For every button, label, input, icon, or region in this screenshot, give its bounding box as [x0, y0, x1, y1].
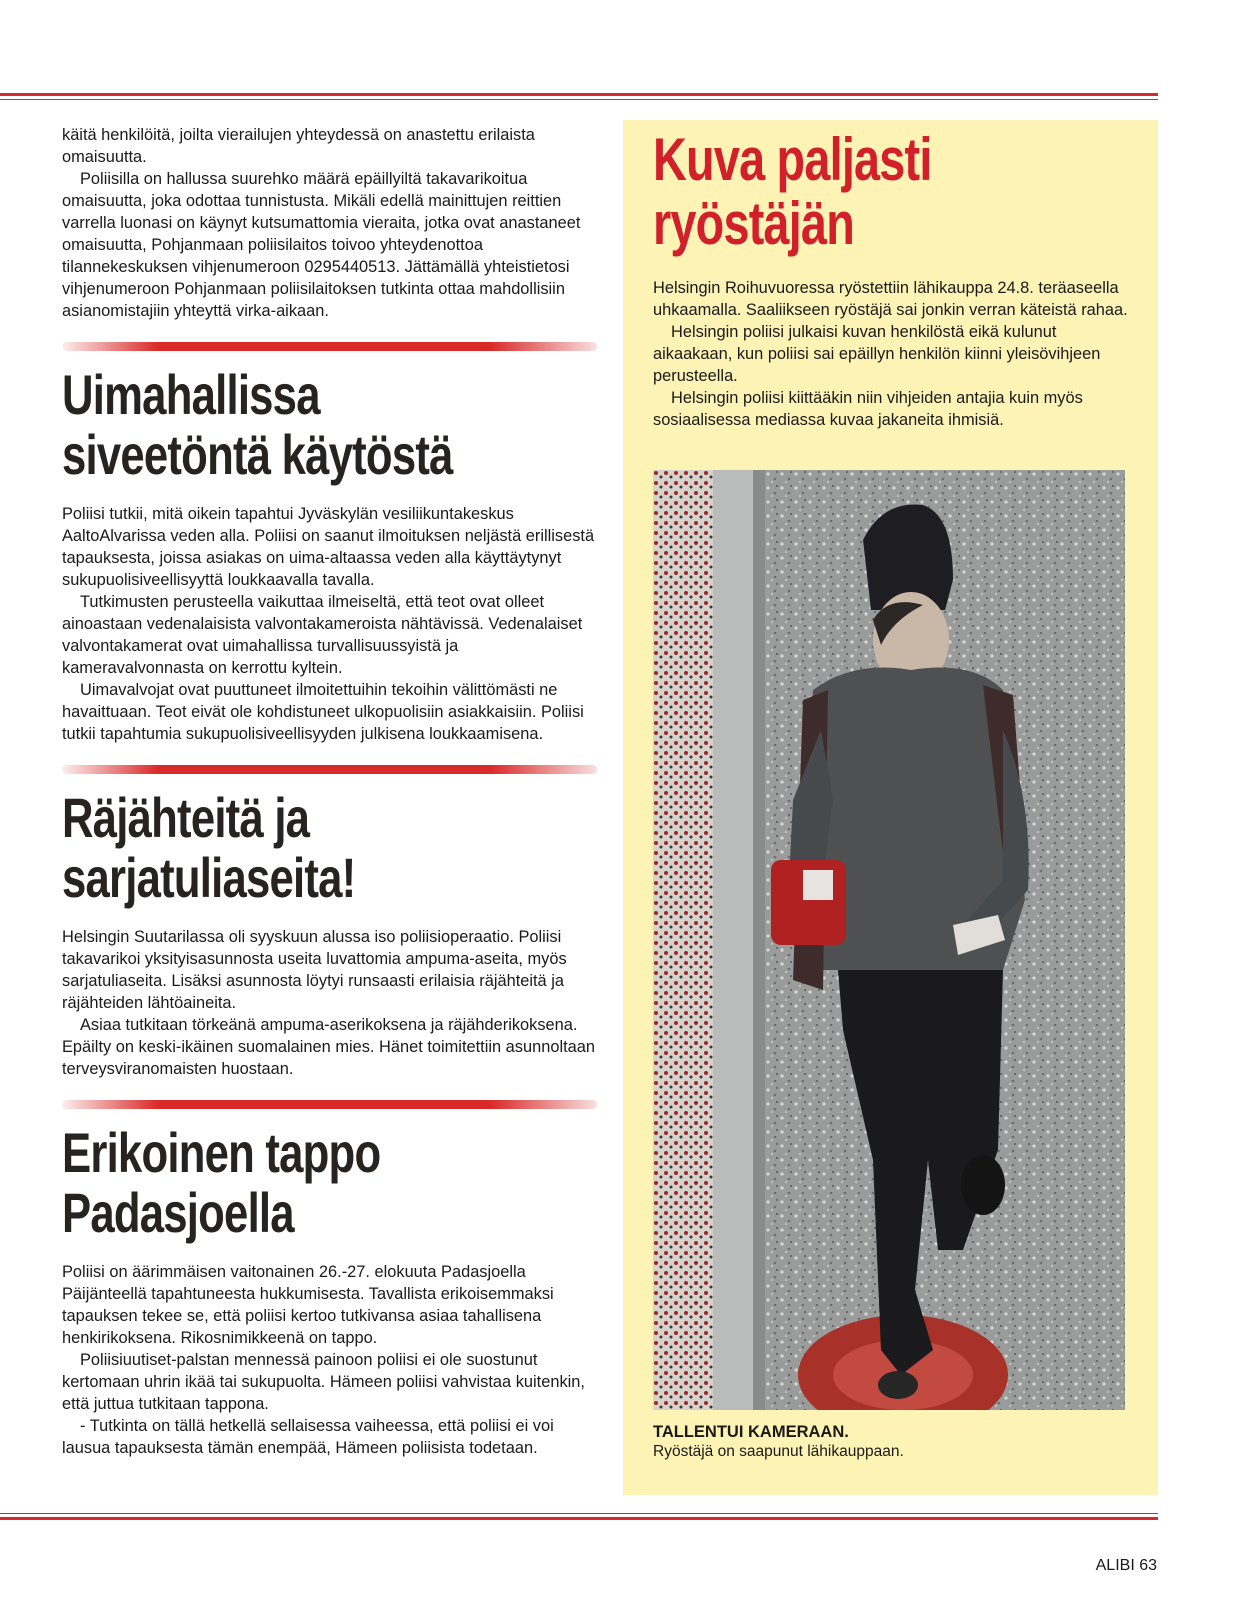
bottom-rule: [0, 1513, 1158, 1522]
article-body: [62, 1261, 597, 1459]
intro-paragraph: Poliisilla on hallussa suurehko määrä epäillyiltä takavarikoitua omaisuutta, joka odottaa tunnistusta. Mikäli edellä mainittujen reittien varrella luonasi on käynyt kutsumattomia vieraita, jotka ovat anastaneet omaisuutta, Pohjanmaan poliisilaitos toivoo yhteydenottoa tilannekeskuksen vihjenumeroon 0295440513. Jättämällä yhteistietosi vihjenumeroon Pohjanmaan poliisilaitoksen tutkinta ottaa mahdollisiin asianomistajiin yhteyttä virka-aikaan.: [62, 170, 581, 320]
article-headline: [62, 1123, 479, 1243]
photo-caption: [653, 1422, 1133, 1462]
article-divider: [62, 1100, 597, 1109]
article-paragraph: Tutkimusten perusteella vaikuttaa ilmeiseltä, että teot ovat olleet ainoastaan vedenalaisista valvontakameroista nähtävissä. Vedenalaiset valvontakamerat ovat uimahallissa turvallisuussyistä ja kameravalvonnasta on kerrottu kyltein.: [62, 593, 583, 677]
article-paragraph: Poliisiuutiset-palstan mennessä painoon poliisi ei ole suostunut kertomaan uhrin ikää tai sukupuolta. Hämeen poliisi vahvistaa kuitenkin, että juttua tutkitaan tappona.: [62, 1351, 585, 1413]
article-body: [62, 926, 597, 1080]
caption-text: Ryöstäjä on saapunut lähikauppaan.: [653, 1443, 904, 1460]
headline-line: siveetöntä käytöstä: [62, 423, 453, 486]
intro-text: [62, 124, 597, 322]
article-tappo: [62, 1123, 597, 1459]
headline-line: Kuva paljasti: [653, 126, 932, 193]
article-paragraph: Asiaa tutkitaan törkeänä ampuma-aserikoksena ja räjähderikoksena. Epäilty on keski-ikäinen suomalainen mies. Hänet toimitettiin asunnoltaan terveysviranomaisten huostaan.: [62, 1016, 595, 1078]
headline-line: Padasjoella: [62, 1181, 294, 1244]
article-uimahalli: [62, 365, 597, 745]
headline-line: Erikoinen tappo: [62, 1121, 381, 1184]
article-paragraph: Helsingin Suutarilassa oli syyskuun alussa iso poliisioperaatio. Poliisi takavarikoi yksityisasunnosta useita luvattomia ampuma-aseita, myös sarjatuliaseita. Lisäksi asunnosta löytyi runsaasti erilaisia räjähteitä ja räjähteiden lähtöaineita.: [62, 928, 567, 1012]
headline-line: Räjähteitä ja: [62, 786, 310, 849]
headline-line: sarjatuliaseita!: [62, 846, 356, 909]
sidebar-paragraph: Helsingin Roihuvuoressa ryöstettiin lähikauppa 24.8. teräaseella uhkaamalla. Saaliikseen ryöstäjä sai jonkin verran käteistä rahaa.: [653, 279, 1128, 319]
article-headline: [62, 788, 479, 908]
sidebar-paragraph: Helsingin poliisi kiittääkin niin vihjeiden antajia kuin myös sosiaalisessa mediassa kuvaa jakaneita ihmisiä.: [653, 389, 1083, 429]
article-paragraph: Uimavalvojat ovat puuttuneet ilmoitettuihin tekoihin välittömästi ne havaittuaan. Teot eivät ole kohdistuneet ulkopuolisiin asiakkaisiin. Poliisi tutkii tapahtumia sukupuolisiveellisyyden julkisena loukkaamisena.: [62, 681, 584, 743]
sidebar-body: [653, 277, 1133, 431]
article-rajahteita: [62, 788, 597, 1080]
article-paragraph: Poliisi tutkii, mitä oikein tapahtui Jyväskylän vesiliikuntakeskus AaltoAlvarissa veden alla. Poliisi on saanut ilmoituksen neljästä erillisestä tapauksesta, joissa asiakas on uima-altaassa veden alla käyttäytynyt sukupuolisiveellisyyttä loukkaavalla tavalla.: [62, 505, 595, 589]
caption-title: TALLENTUI KAMERAAN.: [653, 1423, 849, 1441]
article-paragraph: - Tutkinta on tällä hetkellä sellaisessa vaiheessa, että poliisi ei voi lausua tapauksesta tämän enempää, Hämeen poliisista todetaan.: [62, 1417, 554, 1457]
article-divider: [62, 342, 597, 351]
surveillance-photo: [653, 470, 1125, 1410]
sidebar-paragraph: Helsingin poliisi julkaisi kuvan henkilöstä eikä kulunut aikaakaan, kun poliisi sai epäillyn henkilön kiinni yleisövihjeen perusteella.: [653, 323, 1101, 385]
sidebar-headline: [653, 128, 932, 256]
sidebar-box: [623, 120, 1158, 1495]
left-column: [62, 124, 597, 1459]
article-paragraph: Poliisi on äärimmäisen vaitonainen 26.-27. elokuuta Padasjoella Päijänteellä tapahtuneesta hukkumisesta. Tavallista erikoisemmaksi tapauksen tekee se, että poliisi kertoo tutkivansa asiaa tahallisena henkirikoksena. Rikosnimikkeenä on tappo.: [62, 1263, 554, 1347]
intro-paragraph: käitä henkilöitä, joilta vierailujen yhteydessä on anastettu erilaista omaisuutta.: [62, 126, 535, 166]
article-body: [62, 503, 597, 745]
headline-line: Uimahallissa: [62, 363, 320, 426]
page-number: ALIBI 63: [1095, 1557, 1157, 1574]
headline-line: ryöstäjän: [653, 190, 855, 257]
article-divider: [62, 765, 597, 774]
top-rule: [0, 93, 1158, 102]
article-headline: [62, 365, 479, 485]
